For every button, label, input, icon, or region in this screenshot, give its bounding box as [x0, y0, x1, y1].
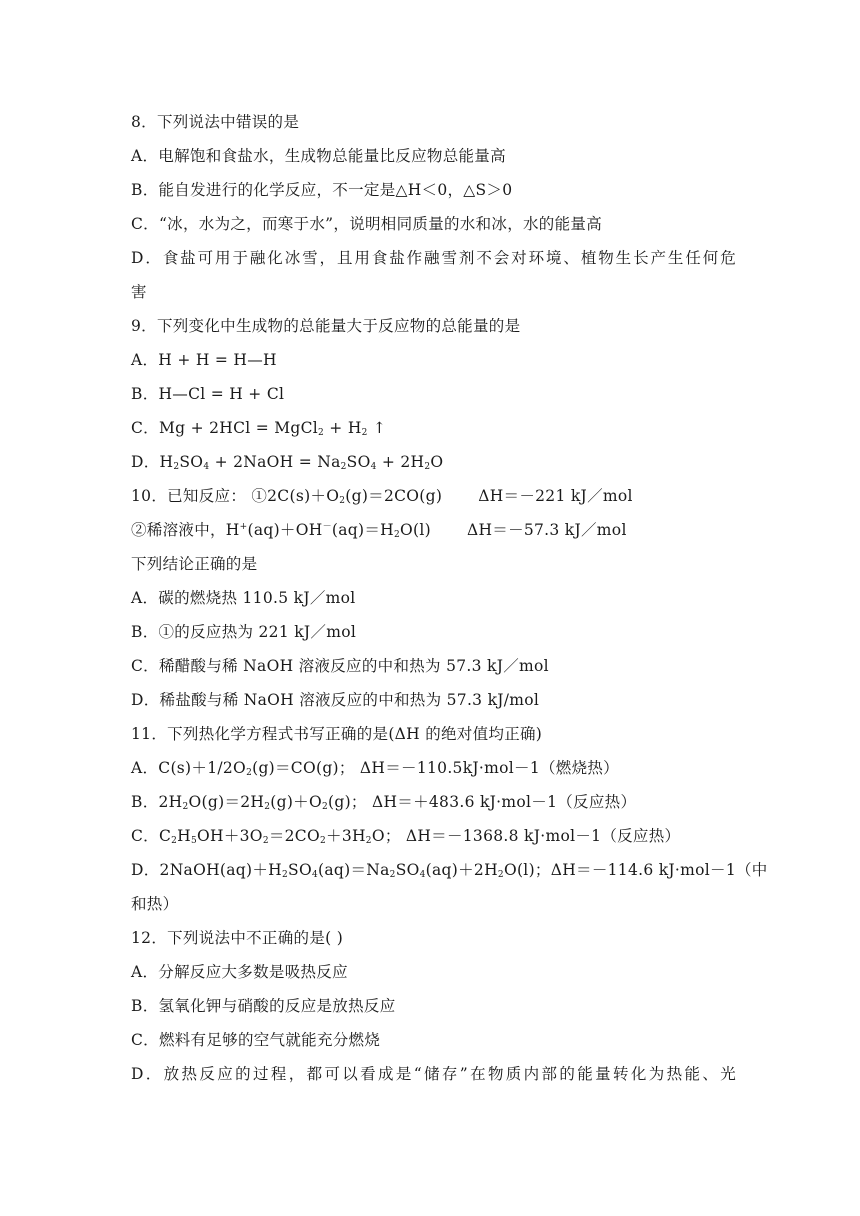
text-segment: 10．已知反应： ①2C(s)＋O	[131, 487, 340, 505]
subscript: 2	[319, 836, 327, 846]
text-segment: (g)＝2CO(g)	[345, 487, 443, 505]
text-segment: (g)； ΔH＝＋483.6 kJ·mol－1（反应热）	[328, 793, 637, 811]
question-10-option-b: B．①的反应热为 221 kJ／mol	[131, 623, 357, 641]
question-12-option-b: B．氢氧化钾与硝酸的反应是放热反应	[131, 997, 396, 1015]
question-9-option-a: A．H + H = H—H	[131, 351, 277, 369]
subscript: 2	[246, 768, 253, 778]
subscript: 4	[370, 462, 377, 472]
text-segment: O(l)	[399, 521, 431, 539]
text-segment: B．2H	[131, 793, 183, 811]
subscript: 2	[321, 802, 329, 812]
subscript: 2	[171, 836, 178, 846]
text-segment: + 2NaOH = Na	[209, 453, 341, 471]
text-segment: ↑	[367, 419, 387, 437]
text-segment: H	[177, 827, 191, 845]
question-11-option-b	[131, 785, 736, 819]
question-10-reaction-2	[131, 513, 736, 547]
question-11-option-c	[131, 819, 736, 853]
text-segment: SO	[395, 861, 420, 879]
text-segment: C．C	[131, 827, 172, 845]
text-segment: SO	[346, 453, 371, 471]
subscript: 2	[365, 836, 372, 846]
text-segment: A．C(s)＋1/2O	[131, 759, 247, 777]
text-segment: OH＋3O	[197, 827, 263, 845]
question-8-option-a: A．电解饱和食盐水，生成物总能量比反应物总能量高	[131, 147, 506, 165]
text-segment: + 2H	[376, 453, 425, 471]
subscript: 4	[311, 870, 318, 880]
question-10-option-d: D．稀盐酸与稀 NaOH 溶液反应的中和热为 57.3 kJ/mol	[131, 691, 540, 709]
text-segment: ＋3H	[326, 827, 366, 845]
subscript: 2	[182, 802, 189, 812]
text-segment: (aq)＋OH	[247, 521, 323, 539]
question-8-option-d: D．食盐可用于融化冰雪，且用食盐作融雪剂不会对环境、植物生长产生任何危	[131, 249, 736, 267]
question-12-stem: 12．下列说法中不正确的是( )	[131, 929, 344, 947]
subscript: 2	[282, 870, 289, 880]
question-10-option-c: C．稀醋酸与稀 NaOH 溶液反应的中和热为 57.3 kJ／mol	[131, 657, 549, 675]
subscript: 2	[340, 462, 347, 472]
enthalpy-value: ΔH＝－221 kJ／mol	[478, 487, 633, 505]
question-10-option-a: A．碳的燃烧热 110.5 kJ／mol	[131, 589, 356, 607]
subscript: 4	[419, 870, 426, 880]
text-segment: O(l)；ΔH＝－114.6 kJ·mol－1（中	[503, 861, 768, 879]
subscript: 2	[424, 462, 431, 472]
question-8-stem: 8．下列说法中错误的是	[131, 113, 300, 131]
question-9-option-c	[131, 411, 736, 445]
subscript: 2	[361, 428, 368, 438]
superscript: +	[239, 522, 248, 532]
text-segment: (aq)＝Na	[318, 861, 390, 879]
text-segment: (aq)＝H	[331, 521, 394, 539]
subscript: 2	[264, 802, 271, 812]
subscript: 2	[389, 870, 396, 880]
text-segment: (g)＋O	[270, 793, 322, 811]
text-segment: C．Mg + 2HCl = MgCl	[131, 419, 319, 437]
subscript: 2	[173, 462, 180, 472]
text-segment: O	[430, 453, 444, 471]
question-11-option-d	[131, 853, 768, 887]
text-segment: O； ΔH＝－1368.8 kJ·mol－1（反应热）	[371, 827, 681, 845]
question-11-stem: 11．下列热化学方程式书写正确的是(ΔH 的绝对值均正确)	[131, 725, 543, 743]
text-segment: (aq)＋2H	[425, 861, 498, 879]
text-segment: SO	[179, 453, 204, 471]
text-segment: O(g)＝2H	[188, 793, 265, 811]
subscript: 2	[393, 530, 400, 540]
subscript: 2	[339, 496, 346, 506]
question-8-option-b: B．能自发进行的化学反应，不一定是△H＜0，△S＞0	[131, 181, 513, 199]
question-8-option-c: C．“冰，水为之，而寒于水”，说明相同质量的水和冰，水的能量高	[131, 215, 603, 233]
text-segment: + H	[324, 419, 362, 437]
question-9-stem: 9．下列变化中生成物的总能量大于反应物的总能量的是	[131, 317, 521, 335]
superscript: －	[322, 522, 332, 532]
text-segment: (g)＝CO(g)； ΔH＝－110.5kJ·mol－1（燃烧热）	[252, 759, 619, 777]
subscript: 2	[497, 870, 504, 880]
text-segment: ＝2CO	[268, 827, 320, 845]
enthalpy-value: ΔH＝－57.3 kJ／mol	[466, 521, 627, 539]
text-segment: D．2NaOH(aq)＋H	[131, 861, 282, 879]
question-9-option-b: B．H—Cl = H + Cl	[131, 385, 285, 403]
question-12-option-d: D．放热反应的过程，都可以看成是“储存”在物质内部的能量转化为热能、光	[131, 1065, 736, 1083]
question-11-option-d-continued: 和热）	[131, 895, 179, 913]
question-9-option-d	[131, 445, 736, 479]
subscript: 5	[190, 836, 198, 846]
question-12-option-a: A．分解反应大多数是吸热反应	[131, 963, 348, 981]
question-8-option-d-continued: 害	[131, 283, 147, 301]
question-10-reaction-1	[131, 479, 736, 513]
subscript: 4	[203, 462, 210, 472]
text-segment: ②稀溶液中，H	[131, 521, 240, 539]
question-11-option-a	[131, 751, 736, 785]
question-content	[131, 105, 768, 1091]
question-10-stem: 下列结论正确的是	[131, 555, 258, 573]
subscript: 2	[318, 428, 325, 438]
question-12-option-c: C．燃料有足够的空气就能充分燃烧	[131, 1031, 381, 1049]
subscript: 2	[262, 836, 269, 846]
text-segment: SO	[288, 861, 312, 879]
text-segment: D．H	[131, 453, 174, 471]
